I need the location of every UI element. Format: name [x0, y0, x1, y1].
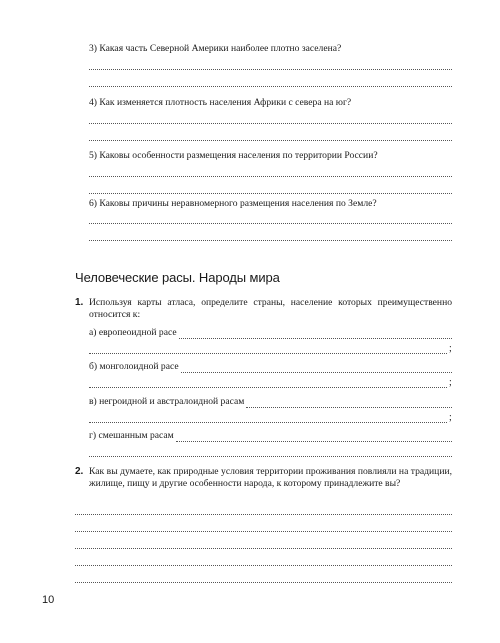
- answer-line[interactable]: [181, 363, 452, 373]
- semicolon: ;: [449, 377, 452, 388]
- question-4: 4) Как изменяется плотность населения Африки с севера на юг?: [89, 97, 352, 108]
- answer-line[interactable]: [75, 547, 452, 549]
- item-a-row: [89, 327, 452, 339]
- question-5: 5) Каковы особенности размещения населения по территории России?: [89, 150, 378, 161]
- item-d-row: [89, 430, 452, 442]
- task-1-number: 1.: [75, 297, 84, 308]
- task-2-text: Как вы думаете, как природные условия территории проживания повлияли на традиции, жилище, пищу и другие особенности народа, к которому принадлежите вы?: [89, 466, 452, 490]
- section-title: Человеческие расы. Народы мира: [75, 270, 280, 285]
- answer-line[interactable]: [89, 455, 452, 457]
- answer-line[interactable]: [89, 122, 452, 124]
- answer-line[interactable]: [89, 192, 452, 194]
- task-2-number: 2.: [75, 466, 84, 477]
- answer-line[interactable]: [75, 564, 452, 566]
- answer-line[interactable]: [89, 386, 447, 388]
- question-3: 3) Какая часть Северной Америки наиболее плотно заселена?: [89, 43, 342, 54]
- answer-line[interactable]: [89, 85, 452, 87]
- item-b-row: [89, 361, 452, 373]
- answer-line[interactable]: [75, 530, 452, 532]
- answer-line[interactable]: [89, 139, 452, 141]
- question-6: 6) Каковы причины неравномерного размещения населения по Земле?: [89, 198, 377, 209]
- semicolon: ;: [449, 343, 452, 354]
- answer-line[interactable]: [89, 68, 452, 70]
- task-1-text: Используя карты атласа, определите страны, население которых преимущественно относится к:: [89, 297, 452, 321]
- answer-line[interactable]: [246, 398, 452, 408]
- answer-line[interactable]: [89, 421, 447, 423]
- item-b-label: б) монголоидной расе: [89, 361, 179, 372]
- item-c-label: в) негроидной и австралоидной расам: [89, 396, 245, 407]
- answer-line[interactable]: [176, 432, 452, 442]
- item-c-row: [89, 396, 452, 408]
- item-d-label: г) смешанным расам: [89, 430, 174, 441]
- answer-line[interactable]: [75, 513, 452, 515]
- answer-line[interactable]: [89, 239, 452, 241]
- answer-line[interactable]: [75, 581, 452, 583]
- answer-line[interactable]: [89, 175, 452, 177]
- answer-line[interactable]: [179, 329, 452, 339]
- item-a-label: а) европеоидной расе: [89, 327, 177, 338]
- page-number: 10: [42, 594, 55, 606]
- answer-line[interactable]: [89, 222, 452, 224]
- answer-line[interactable]: [89, 352, 447, 354]
- semicolon: ;: [449, 412, 452, 423]
